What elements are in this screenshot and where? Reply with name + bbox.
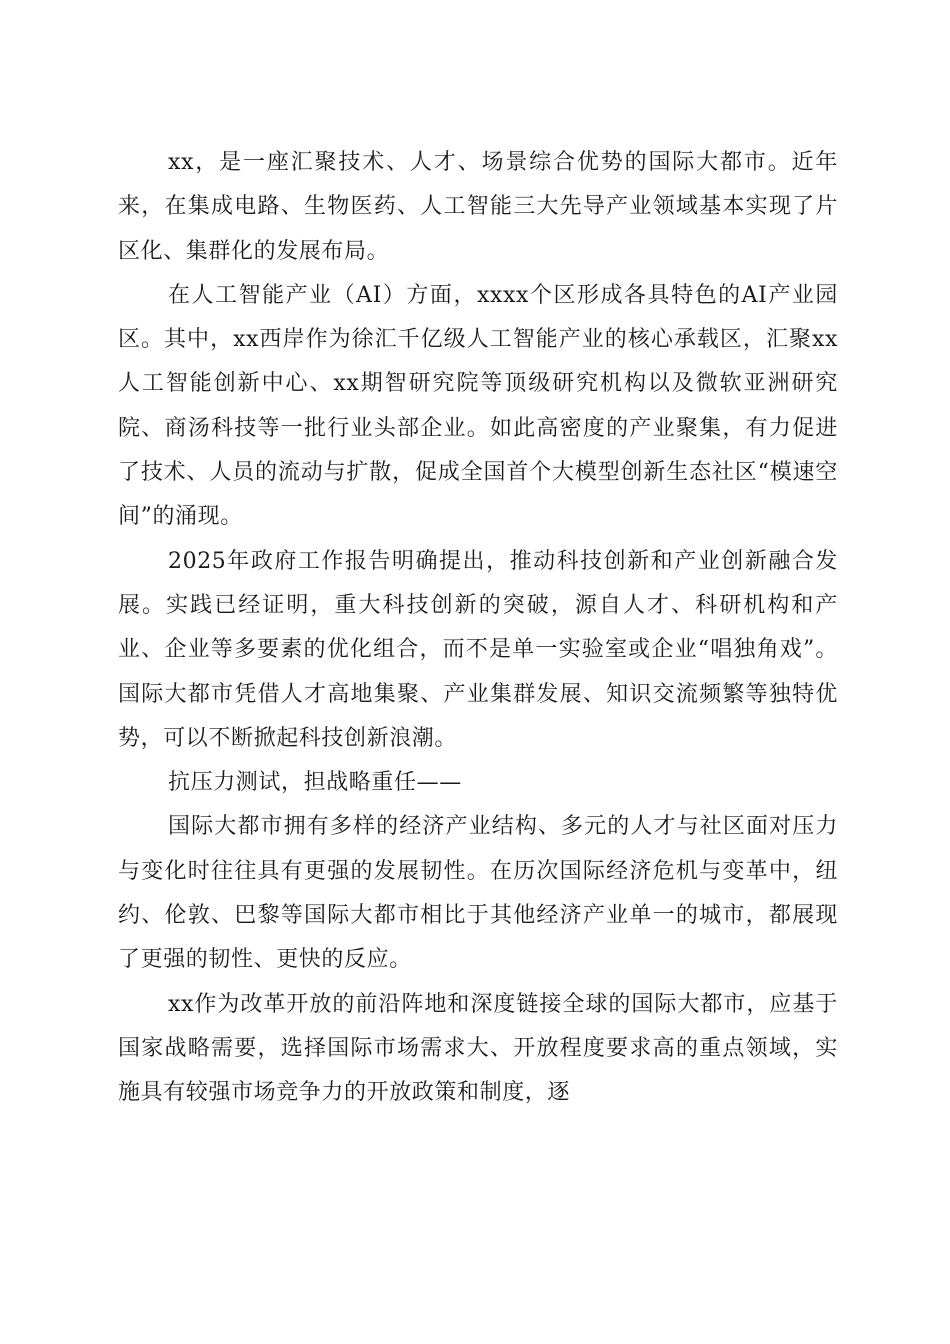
paragraph-government-report: 2025年政府工作报告明确提出，推动科技创新和产业创新融合发展。实践已经证明，重大科技创新的突破，源自人才、科研机构和产业、企业等多要素的优化组合，而不是单一实验室或企业“唱独角戏”。国际大都市凭借人才高地集聚、产业集群发展、知识交流频繁等独特优势，可以不断掀起科技创新浪潮。 xyxy=(118,548,838,751)
section-heading: 抗压力测试，担战略重任—— xyxy=(168,770,462,796)
paragraph-ai-industry: 在人工智能产业（AI）方面，xxxx个区形成各具特色的AI产业园区。其中，xx西岸作为徐汇千亿级人工智能产业的核心承载区，汇聚xx人工智能创新中心、xx期智研究院等顶级研究机构以及微软亚洲研究院、商汤科技等一批行业头部企业。如此高密度的产业聚集，有力促进了技术、人员的流动与扩散，促成全国首个大模型创新生态社区“模速空间”的涌现。 xyxy=(118,282,838,530)
document-body xyxy=(118,141,838,1116)
paragraph-resilience: 国际大都市拥有多样的经济产业结构、多元的人才与社区面对压力与变化时往往具有更强的发展韧性。在历次国际经济危机与变革中，纽约、伦敦、巴黎等国际大都市相比于其他经济产业单一的城市，都展现了更强的韧性、更快的反应。 xyxy=(118,814,838,973)
paragraph-opening-up: xx作为改革开放的前沿阵地和深度链接全球的国际大都市，应基于国家战略需要，选择国际市场需求大、开放程度要求高的重点领域，实施具有较强市场竞争力的开放政策和制度，逐 xyxy=(118,991,838,1106)
paragraph-intro: xx，是一座汇聚技术、人才、场景综合优势的国际大都市。近年来，在集成电路、生物医药、人工智能三大先导产业领域基本实现了片区化、集群化的发展布局。 xyxy=(118,150,838,264)
